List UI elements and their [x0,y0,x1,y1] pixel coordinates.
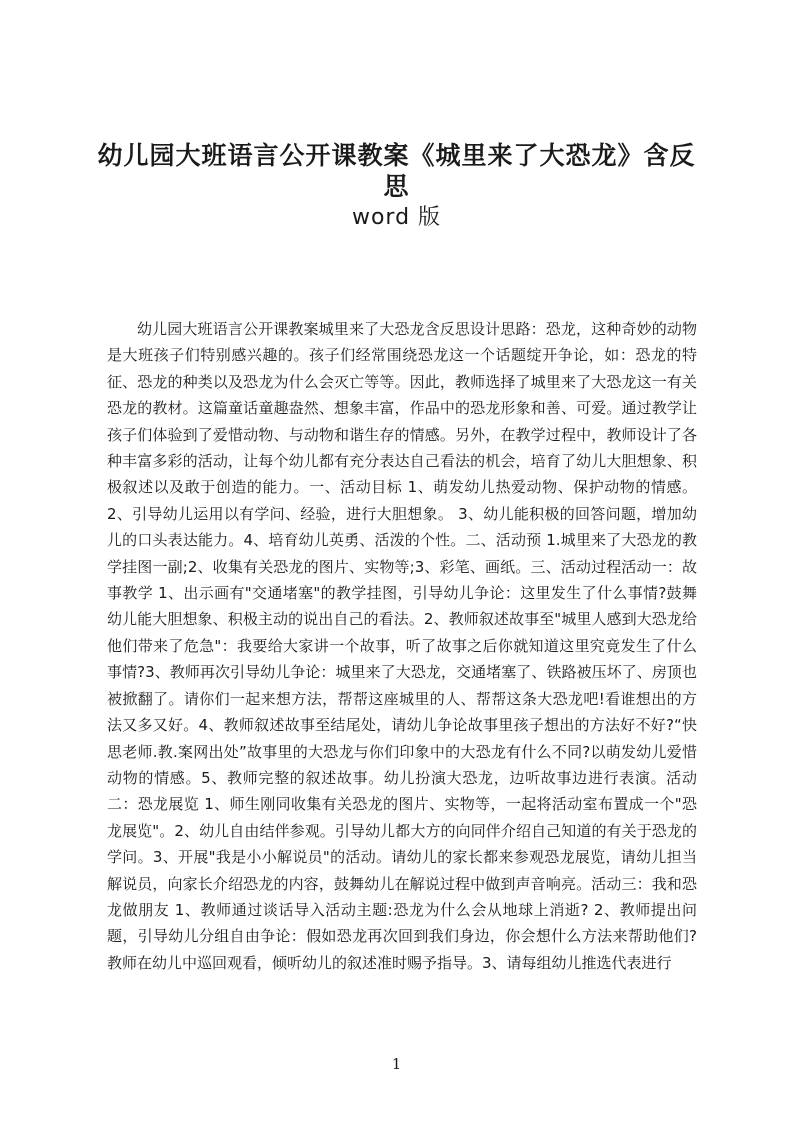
document-title [90,140,703,233]
title-line-2: word 版 [351,205,442,230]
title-line-1: 幼儿园大班语言公开课教案《城里来了大恐龙》含反思 [97,141,696,201]
page-number: 1 [391,1055,402,1073]
body-paragraph: 幼儿园大班语言公开课教案城里来了大恐龙含反思设计思路：恐龙，这种奇妙的动物是大班孩子们特别感兴趣的。孩子们经常围绕恐龙这一个话题绽开争论，如：恐龙的特征、恐龙的种类以及恐龙为什么会灭亡等等。因此，教师选择了城里来了大恐龙这一有关恐龙的教材。这篇童话童趣盎然、想象丰富，作品中的恐龙形象和善、可爱。通过教学让孩子们体验到了爱惜动物、与动物和谐生存的情感。另外，在教学过程中，教师设计了各种丰富多彩的活动，让每个幼儿都有充分表达自己看法的机会，培育了幼儿大胆想象、积极叙述以及敢于创造的能力。一、活动目标 1、萌发幼儿热爱动物、保护动物的情感。2、引导幼儿运用以有学问、经验，进行大胆想象。 3、幼儿能积极的回答问题，增加幼儿的口头表达能力。4、培育幼儿英勇、活泼的个性。二、活动预 1.城里来了大恐龙的教学挂图一副;2、收集有关恐龙的图片、实物等;3、彩笔、画纸。三、活动过程活动一：故事教学 1、出示画有"交通堵塞"的教学挂图，引导幼儿争论：这里发生了什么事情?鼓舞幼儿能大胆想象、积极主动的说出自己的看法。2、教师叙述故事至"城里人感到大恐龙给他们带来了危急"：我要给大家讲一个故事，听了故事之后你就知道这里究竟发生了什么事情?3、教师再次引导幼儿争论：城里来了大恐龙，交通堵塞了、铁路被压坏了、房顶也被掀翻了。请你们一起来想方法，帮帮这座城里的人、帮帮这条大恐龙吧!看谁想出的方法又多又好。4、教师叙述故事至结尾处，请幼儿争论故事里孩子想出的方法好不好?“快思老师.教.案网出处”故事里的大恐龙与你们印象中的大恐龙有什么不同?以萌发幼儿爱惜动物的情感。5、教师完整的叙述故事。幼儿扮演大恐龙，边听故事边进行表演。活动二：恐龙展览 1、师生刚同收集有关恐龙的图片、实物等，一起将活动室布置成一个"恐龙展览"。2、幼儿自由结伴参观。引导幼儿都大方的向同伴介绍自己知道的有关于恐龙的学问。3、开展"我是小小解说员"的活动。请幼儿的家长都来参观恐龙展览，请幼儿担当解说员，向家长介绍恐龙的内容，鼓舞幼儿在解说过程中做到声音响亮。活动三：我和恐龙做朋友 1、教师通过谈话导入活动主题:恐龙为什么会从地球上消逝? 2、教师提出问题，引导幼儿分组自由争论：假如恐龙再次回到我们身边，你会想什么方法来帮助他们?教师在幼儿中巡回观看，倾听幼儿的叙述准时赐予指导。3、请每组幼儿推选代表进行 [107,320,697,972]
